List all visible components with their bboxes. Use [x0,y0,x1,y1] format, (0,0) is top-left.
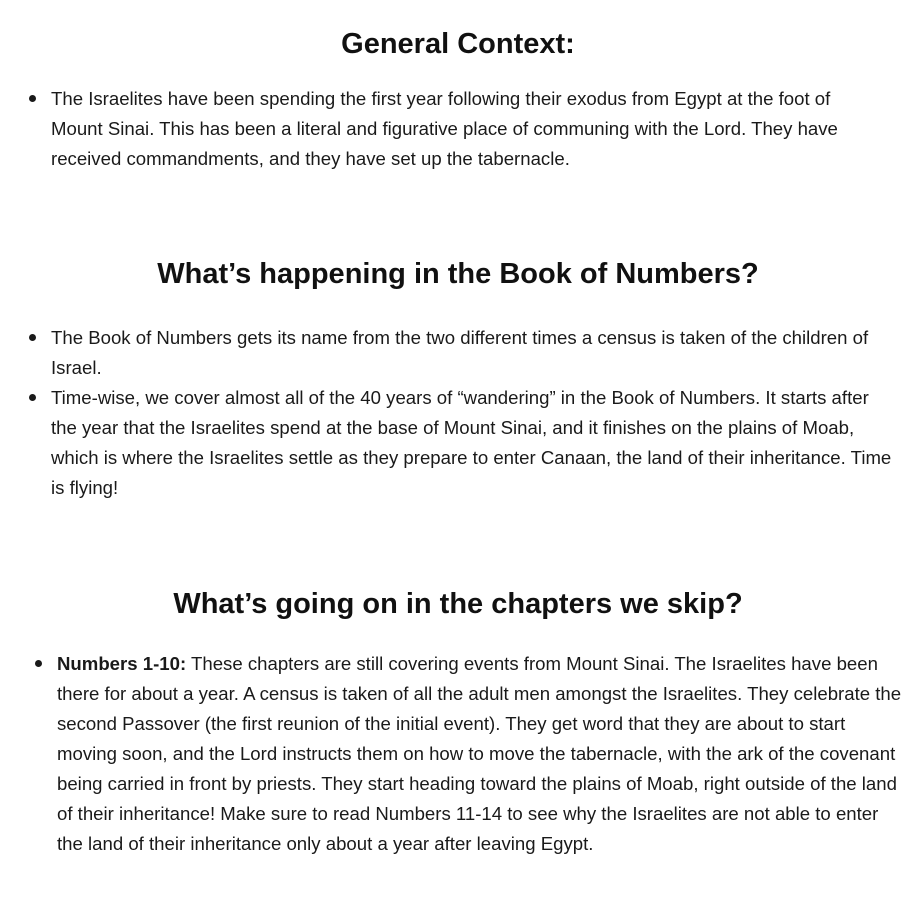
bullet-icon [29,394,36,401]
chapters-we-skip-list [33,649,903,859]
list-item [27,84,887,174]
list-item-text: The Book of Numbers gets its name from the two different times a census is taken of the children of Israel. [51,327,869,378]
bullet-icon [29,334,36,341]
book-of-numbers-list [27,323,895,503]
chapters-we-skip-heading: What’s going on in the chapters we skip? [173,588,743,620]
list-item-text: These chapters are still covering events from Mount Sinai. The Israelites have been there for about a year. A census is taken of all the adult men amongst the Israelites. They celebrate the second Passover (the first reunion of the initial event). They get word that they are about to start moving soon, and the Lord instructs them on how to move the tabernacle, with the ark of the covenant being carried in front by priests. They start heading toward the plains of Moab, right outside of the land of their inheritance! Make sure to read Numbers 11-14 to see why the Israelites are not able to enter the land of their inheritance only about a year after leaving Egypt. [57,653,902,854]
list-item [27,383,895,503]
chapter-range-label: Numbers 1-10: [57,653,187,674]
list-item [33,649,903,859]
book-of-numbers-heading: What’s happening in the Book of Numbers? [157,258,759,290]
bullet-icon [35,660,42,667]
list-item-text: The Israelites have been spending the first year following their exodus from Egypt at the foot of Mount Sinai. This has been a literal and figurative place of communing with the Lord. They have received commandments, and they have set up the tabernacle. [51,88,838,169]
general-context-list [27,84,887,174]
general-context-heading: General Context: [341,28,575,60]
list-item [27,323,895,383]
bullet-icon [29,95,36,102]
list-item-text: Time-wise, we cover almost all of the 40 years of “wandering” in the Book of Numbers. It starts after the year that the Israelites spend at the base of Mount Sinai, and it finishes on the plains of Moab, which is where the Israelites settle as they prepare to enter Canaan, the land of their inheritance. Time is flying! [51,387,892,498]
